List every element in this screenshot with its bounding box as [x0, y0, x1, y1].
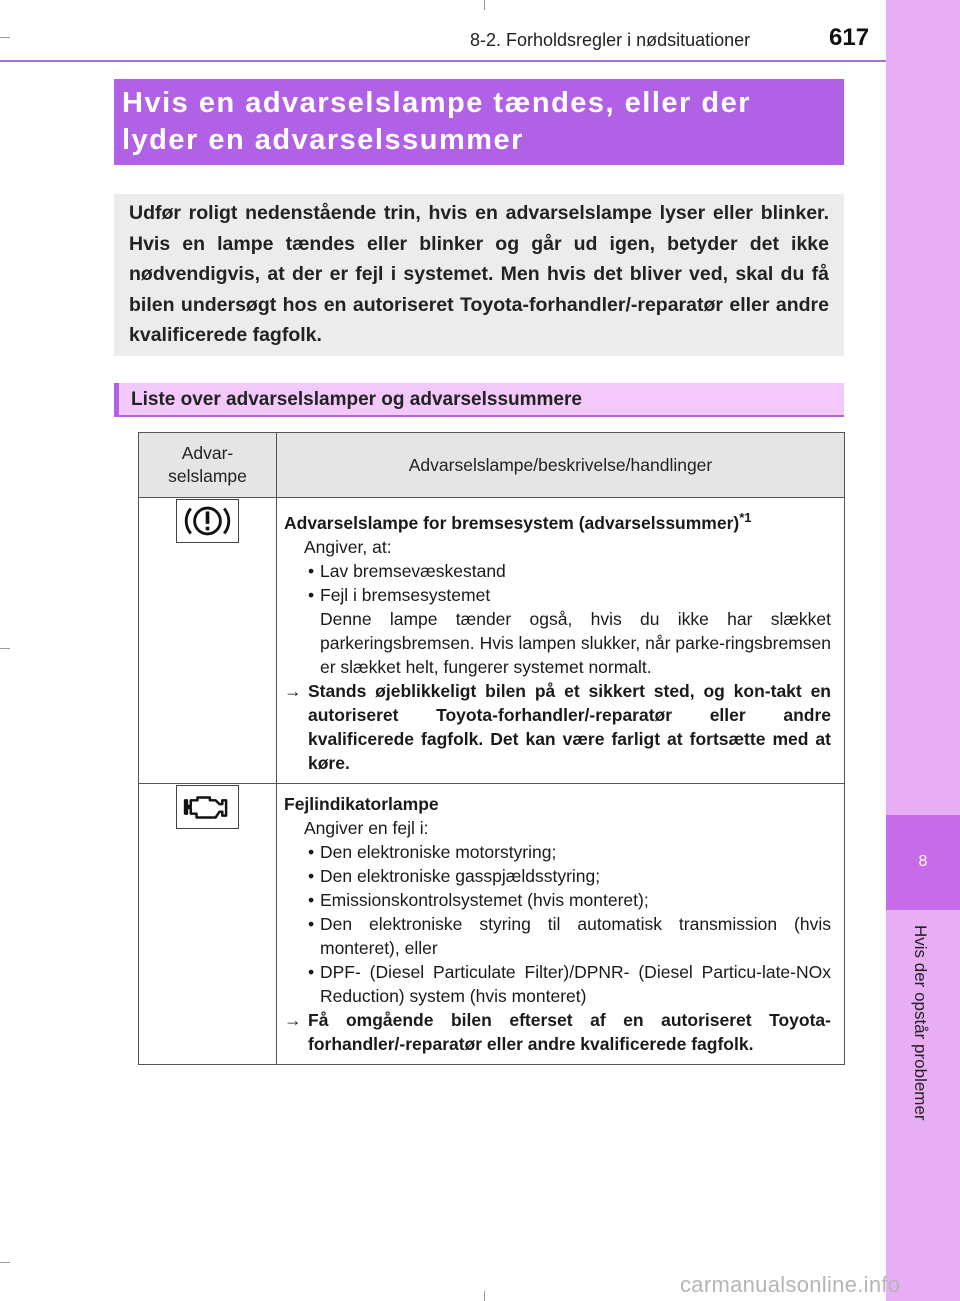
table-row	[139, 783, 845, 1064]
lamp-intro: Angiver, at:	[304, 536, 392, 557]
title-banner	[114, 79, 844, 165]
lamp-intro: Angiver en fejl i:	[304, 817, 429, 838]
lamp-description-cell	[277, 783, 845, 1064]
arrow-icon: →	[284, 1009, 302, 1030]
list-item: • Den elektroniske gasspjældsstyring;	[284, 864, 831, 888]
table-header-row	[139, 433, 845, 498]
list-item: • DPF- (Diesel Particulate Filter)/DPNR- (Diesel Particu-late-NOx Reduction) system (hvis monteret)	[284, 960, 831, 1008]
subheading: Liste over advarselslamper og advarselssummere	[131, 389, 582, 410]
list-item: • Den elektroniske motorstyring;	[284, 840, 831, 864]
page-number: 617	[829, 24, 870, 51]
chapter-title: Hvis der opstår problemer	[911, 925, 930, 1121]
lamp-description-cell	[277, 498, 845, 784]
table-row	[139, 498, 845, 784]
warning-lamp-table	[138, 432, 845, 1065]
subheading-box	[114, 383, 844, 417]
intro-text: Udfør roligt nedenstående trin, hvis en advarselslampe lyser eller blinker. Hvis en lampe tændes eller blinker og går ud igen, betyder det ikke nødvendigvis, at der er fejl i systemet. Men hvis det bliver ved, skal du få bilen undersøgt hos en autoriseret Toyota-forhandler/-reparatør eller andre kvalificerede fagfolk.	[129, 202, 829, 346]
title-line-2: lyder en advarselssummer	[122, 124, 524, 156]
crop-mark	[0, 648, 10, 649]
list-item: • Lav bremsevæskestand	[284, 559, 831, 583]
list-item: • Emissionskontrolsystemet (hvis monteret);	[284, 888, 831, 912]
crop-mark	[484, 1291, 485, 1301]
lamp-title: Advarselslampe for bremsesystem (advarselssummer)$^{*1}$	[284, 510, 752, 533]
watermark: carmanualsonline.info	[680, 1272, 901, 1297]
lamp-action: → Stands øjeblikkeligt bilen på et sikkert sted, og kon-takt en autoriseret Toyota-forhandler/-reparatør eller andre kvalificerede fagfolk. Det kan være farligt at fortsætte med at køre.	[284, 680, 831, 773]
lamp-title: Fejlindikatorlampe	[284, 793, 439, 814]
crop-mark	[0, 1262, 10, 1263]
engine-malfunction-icon	[176, 785, 239, 829]
list-item: • Den elektroniske styring til automatisk transmission (hvis monteret), eller	[284, 912, 831, 960]
brake-warning-icon	[176, 499, 239, 543]
crop-mark	[0, 37, 10, 38]
lamp-icon-cell	[139, 498, 277, 784]
header-rule	[0, 60, 886, 62]
title-line-1: Hvis en advarselslampe tændes, eller der	[122, 87, 751, 119]
column-header-description: Advarselslampe/beskrivelse/handlinger	[277, 433, 845, 498]
lamp-note: Denne lampe tænder også, hvis du ikke har slækket parkeringsbremsen. Hvis lampen slukker, når parke-ringsbremsen er slækket helt, fungerer systemet normalt.	[320, 608, 831, 677]
lamp-action: → Få omgående bilen efterset af en autoriseret Toyota-forhandler/-reparatør eller andre kvalificerede fagfolk.	[284, 1009, 831, 1054]
section-header: 8-2. Forholdsregler i nødsituationer	[470, 30, 751, 50]
lamp-icon-cell	[139, 783, 277, 1064]
arrow-icon: →	[284, 680, 302, 701]
crop-mark	[484, 0, 485, 10]
column-header-lamp: Advar- selslampe	[139, 433, 277, 498]
intro-box	[114, 194, 844, 356]
list-item: • Fejl i bremsesystemet	[284, 583, 831, 607]
chapter-number: 8	[918, 853, 928, 870]
